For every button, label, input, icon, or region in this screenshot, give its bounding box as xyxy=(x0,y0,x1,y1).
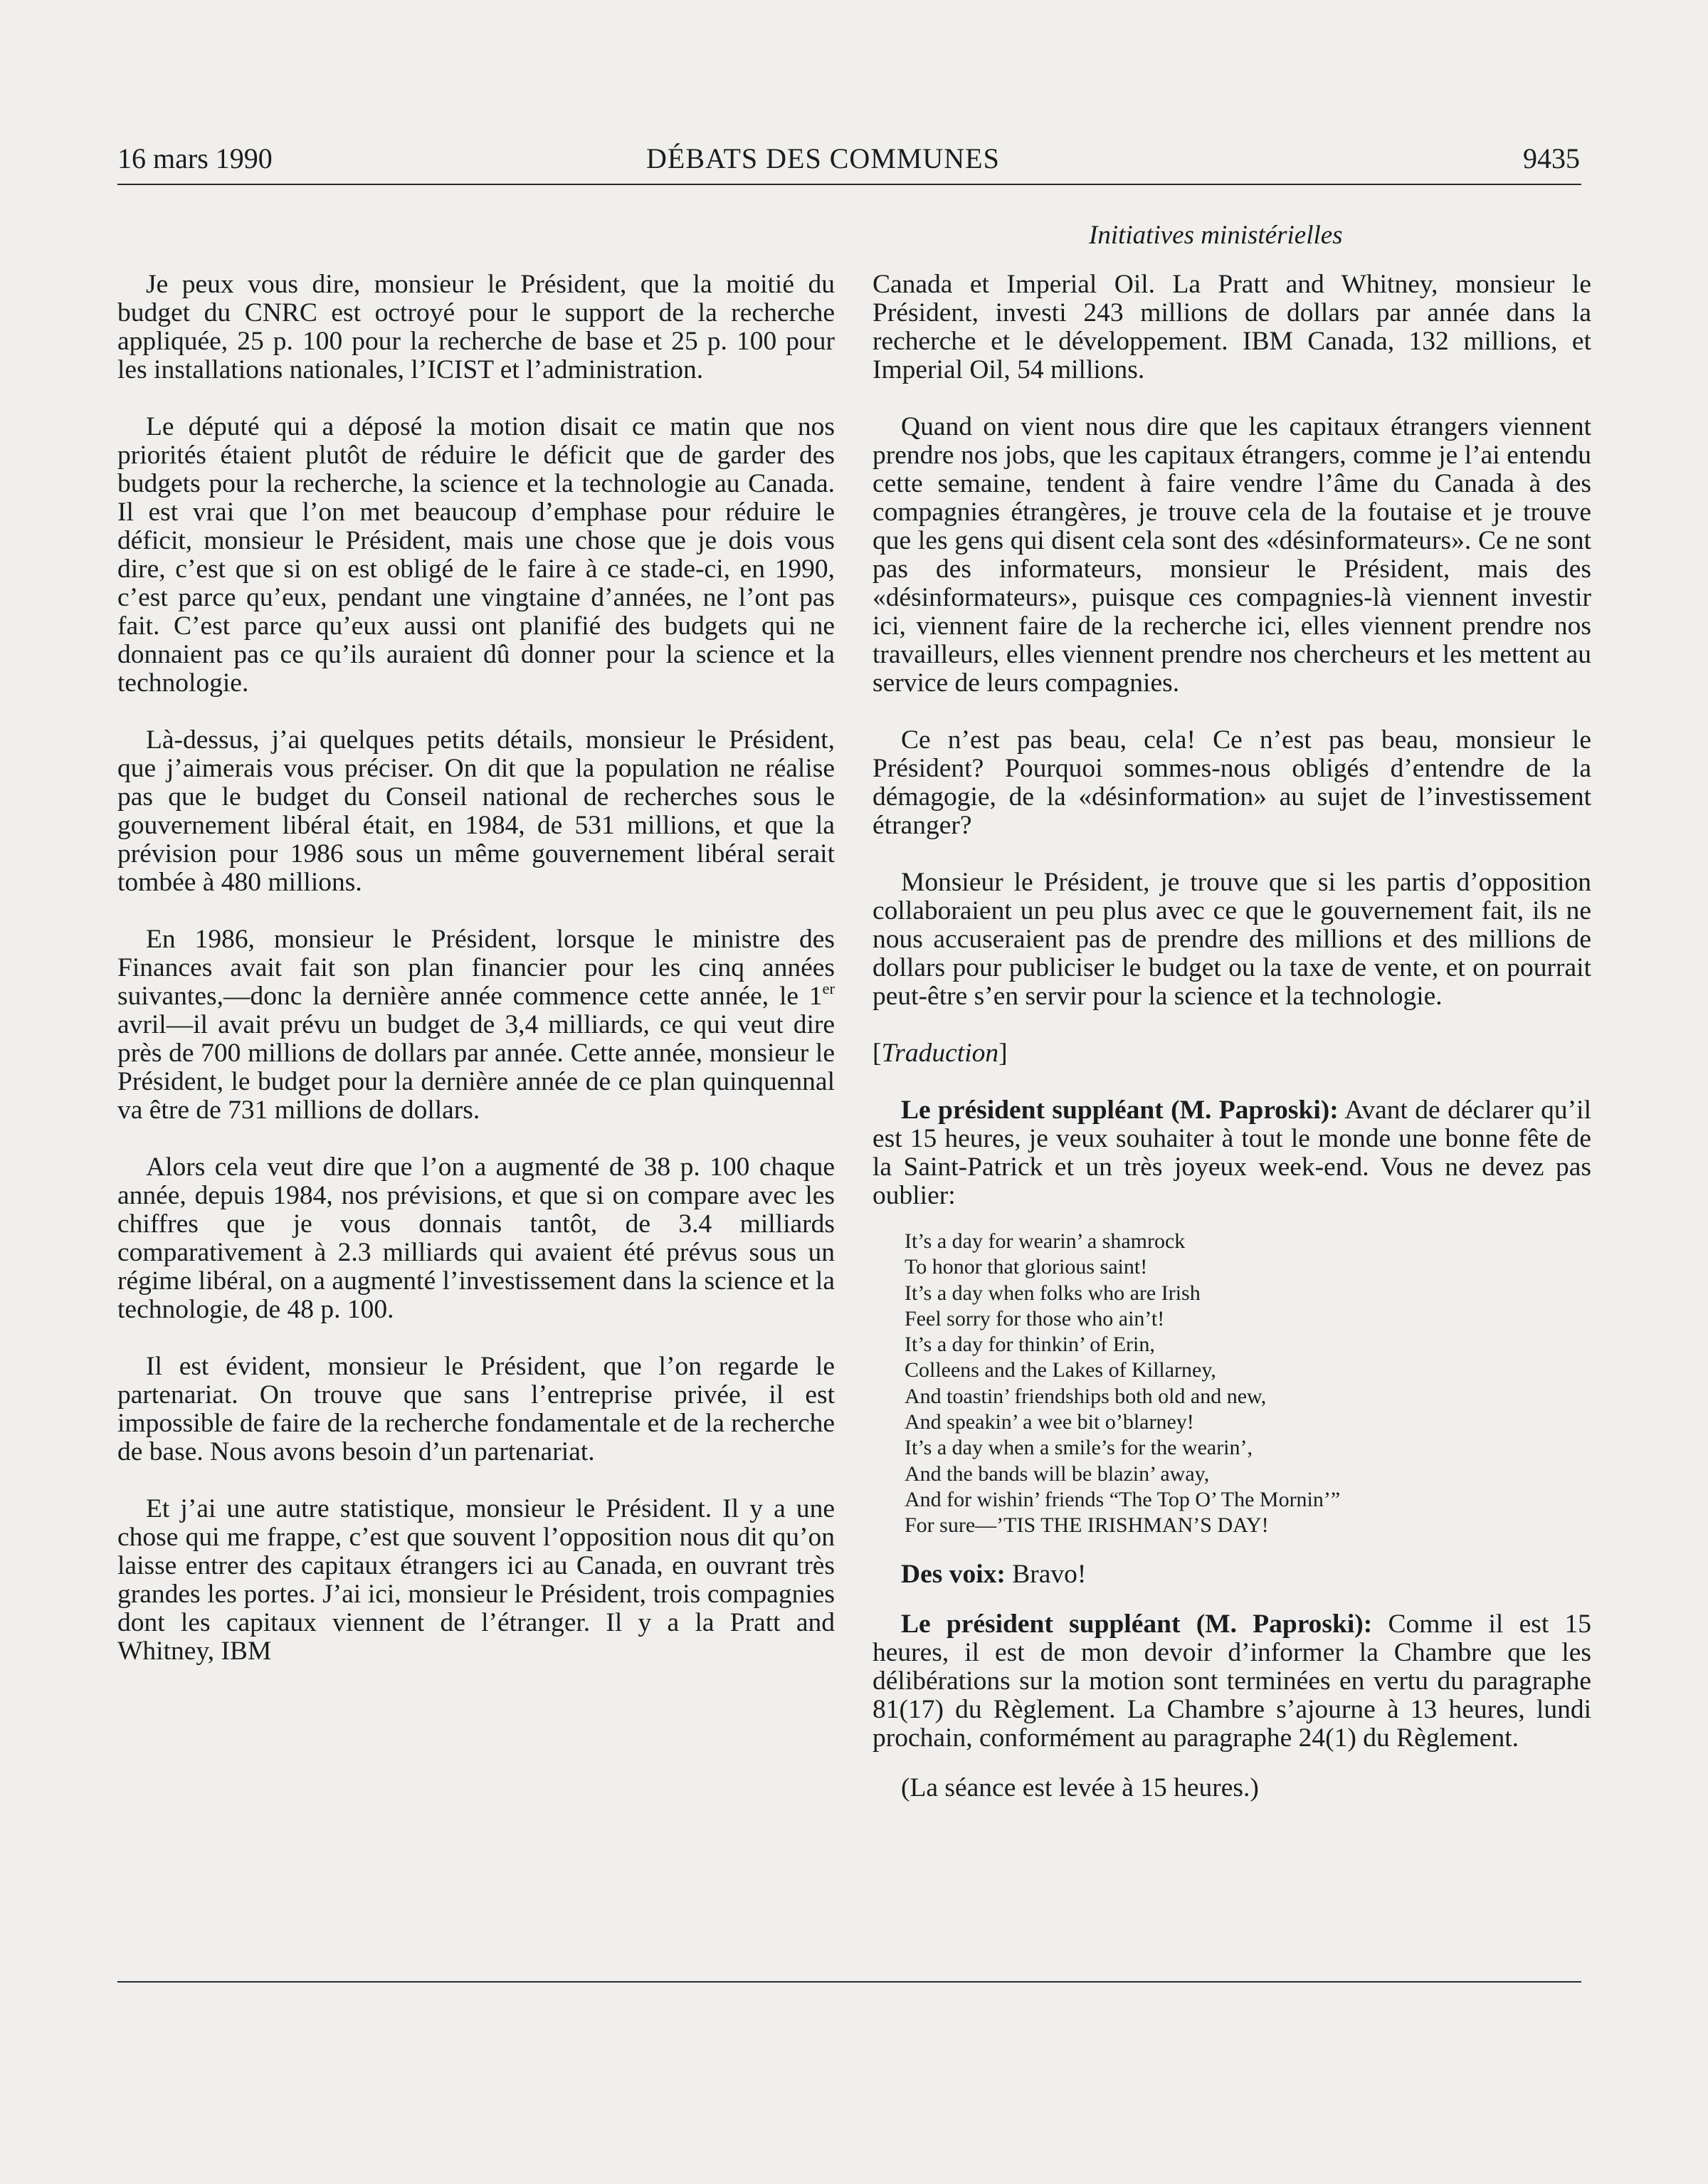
header-rule xyxy=(117,184,1581,185)
paragraph: Je peux vous dire, monsieur le Président, que la moitié du budget du CNRC est octroyé pour le support de la recherche appliquée, 25 p. 100 pour la recherche de base et 25 p. 100 pour les installations nationales, l’ICIST et l’administration. xyxy=(117,270,835,384)
paragraph-text: En 1986, monsieur le Président, lorsque le ministre des Finances avait fait son plan financier pour les cinq années suivantes,—donc la dernière année commence cette année, le 1 xyxy=(117,925,835,1011)
poem-line: It’s a day when folks who are Irish xyxy=(905,1281,1201,1305)
header-title: DÉBATS DES COMMUNES xyxy=(646,142,1000,174)
poem-line: It’s a day for thinkin’ of Erin, xyxy=(905,1333,1155,1357)
paragraph xyxy=(873,1560,1591,1589)
translation-note: [Traduction] xyxy=(873,1039,1008,1068)
paragraph: Ce n’est pas beau, cela! Ce n’est pas beau, monsieur le Président? Pourquoi sommes-nous obligés d’entendre de la démagogie, de la «désinformation» au sujet de l’investissement étranger? xyxy=(873,725,1591,840)
speaker-name: Le président suppléant (M. Paproski): xyxy=(901,1609,1373,1639)
paragraph: Canada et Imperial Oil. La Pratt and Whitney, monsieur le Président, investi 243 millions de dollars par année dans la recherche et le développement. IBM Canada, 132 millions, et Imperial Oil, 54 millions. xyxy=(873,270,1591,384)
paragraph: Le député qui a déposé la motion disait ce matin que nos priorités étaient plutôt de réduire le déficit que de garder des budgets pour la recherche, la science et la technologie au Canada. Il est vrai que l’on met beaucoup d’emphase pour réduire le déficit, monsieur le Président, mais une chose que je dois vous dire, c’est que si on est obligé de le faire à ce stade-ci, en 1990, c’est parce qu’eux, pendant une vingtaine d’années, ne l’ont pas fait. C’est parce qu’eux aussi ont planifié des budgets qui ne donnaient pas ce qu’ils auraient dû donner pour la science et la technologie. xyxy=(117,412,835,698)
paragraph: Monsieur le Président, je trouve que si les partis d’opposition collaboraient un peu plus avec ce que le gouvernement fait, ils ne nous accuseraient pas de prendre des millions et des millions de dollars pour publiciser le budget ou la taxe de vente, et on pourrait peut-être s’en servir pour la science et la technologie. xyxy=(873,868,1591,1011)
header-date: 16 mars 1990 xyxy=(117,142,273,174)
superscript: er xyxy=(822,979,835,997)
poem-line: And toastin’ friendships both old and new, xyxy=(905,1384,1267,1408)
speaker-name: Des voix: xyxy=(901,1559,1006,1589)
paragraph: Alors cela veut dire que l’on a augmenté de 38 p. 100 chaque année, depuis 1984, nos prévisions, et que si on compare avec les chiffres que je vous donnais tantôt, de 3.4 milliards comparativement à 2.3 milliards qui avaient été prévus sous un régime libéral, on a augmenté l’investissement dans la science et la technologie, de 48 p. 100. xyxy=(117,1153,835,1324)
translation-label: Traduction xyxy=(881,1039,999,1068)
poem xyxy=(905,1229,1591,1539)
speaker-name: Le président suppléant (M. Paproski): xyxy=(901,1096,1339,1125)
paragraph-text: avril—il avait prévu un budget de 3,4 milliards, ce qui veut dire près de 700 millions de dollars par année. Cette année, monsieur le Président, le budget pour la dernière année de ce plan quinquennal va être de 731 millions de dollars. xyxy=(117,1010,835,1125)
paragraph xyxy=(873,1610,1591,1753)
poem-line: And speakin’ a wee bit o’blarney! xyxy=(905,1410,1194,1434)
paragraph xyxy=(117,925,835,1125)
running-head: Initiatives ministérielles xyxy=(1089,221,1343,250)
poem-line: It’s a day for wearin’ a shamrock xyxy=(905,1229,1186,1253)
speech-text: Comme il est 15 heures, il est de mon devoir d’informer la Chambre que les délibérations sur la motion sont terminées en vertu du paragraphe 81(17) du Règlement. La Chambre s’ajourne à 13 heures, lundi prochain, conformément au paragraphe 24(1) du Règlement. xyxy=(873,1609,1591,1753)
page-number: 9435 xyxy=(1523,142,1580,174)
poem-line: Colleens and the Lakes of Killarney, xyxy=(905,1358,1216,1382)
poem-line: And for wishin’ friends “The Top O’ The Mornin’” xyxy=(905,1487,1341,1511)
paragraph xyxy=(873,1096,1591,1210)
footer-rule xyxy=(117,1981,1581,1983)
speech-text: Bravo! xyxy=(1005,1559,1087,1589)
poem-line: And the bands will be blazin’ away, xyxy=(905,1461,1210,1486)
paragraph: Il est évident, monsieur le Président, que l’on regarde le partenariat. On trouve que sans l’entreprise privée, il est impossible de faire de la recherche fondamentale et de la recherche de base. Nous avons besoin d’un partenariat. xyxy=(117,1352,835,1466)
poem-line: To honor that glorious saint! xyxy=(905,1255,1148,1279)
paragraph: Quand on vient nous dire que les capitaux étrangers viennent prendre nos jobs, que les capitaux étrangers, comme je l’ai entendu cette semaine, tendent à faire vendre l’âme du Canada à des compagnies étrangères, je trouve cela de la foutaise et je trouve que les gens qui disent cela sont des «désinformateurs». Ce ne sont pas des informateurs, monsieur le Président, mais des «désinformateurs», puisque ces compagnies-là viennent investir ici, viennent faire de la recherche ici, elles viennent prendre nos travailleurs, elles viennent prendre nos chercheurs et les mettent au service de leurs compagnies. xyxy=(873,412,1591,698)
poem-line: Feel sorry for those who ain’t! xyxy=(905,1306,1165,1330)
paragraph: Et j’ai une autre statistique, monsieur le Président. Il y a une chose qui me frappe, c’est que souvent l’opposition nous dit qu’on laisse entrer des capitaux étrangers ici au Canada, en ouvrant très grandes les portes. J’ai ici, monsieur le Président, trois compagnies dont les capitaux viennent de l’étranger. Il y a la Pratt and Whitney, IBM xyxy=(117,1494,835,1666)
paragraph: Là-dessus, j’ai quelques petits détails, monsieur le Président, que j’aimerais vous préciser. On dit que la population ne réalise pas que le budget du Conseil national de recherches sous le gouvernement libéral était, en 1984, de 531 millions, et que la prévision pour 1986 sous un même gouvernement libéral serait tombée à 480 millions. xyxy=(117,725,835,897)
right-column xyxy=(873,271,1591,1802)
closing-note: (La séance est levée à 15 heures.) xyxy=(901,1773,1259,1802)
poem-line: For sure—’TIS THE IRISHMAN’S DAY! xyxy=(905,1513,1269,1538)
poem-line: It’s a day when a smile’s for the wearin’, xyxy=(905,1436,1253,1460)
left-column xyxy=(117,271,835,1666)
speech-text: Avant de déclarer qu’il est 15 heures, je veux souhaiter à tout le monde une bonne fête de la Saint-Patrick et un très joyeux week-end. Vous ne devez pas oublier: xyxy=(873,1096,1591,1210)
